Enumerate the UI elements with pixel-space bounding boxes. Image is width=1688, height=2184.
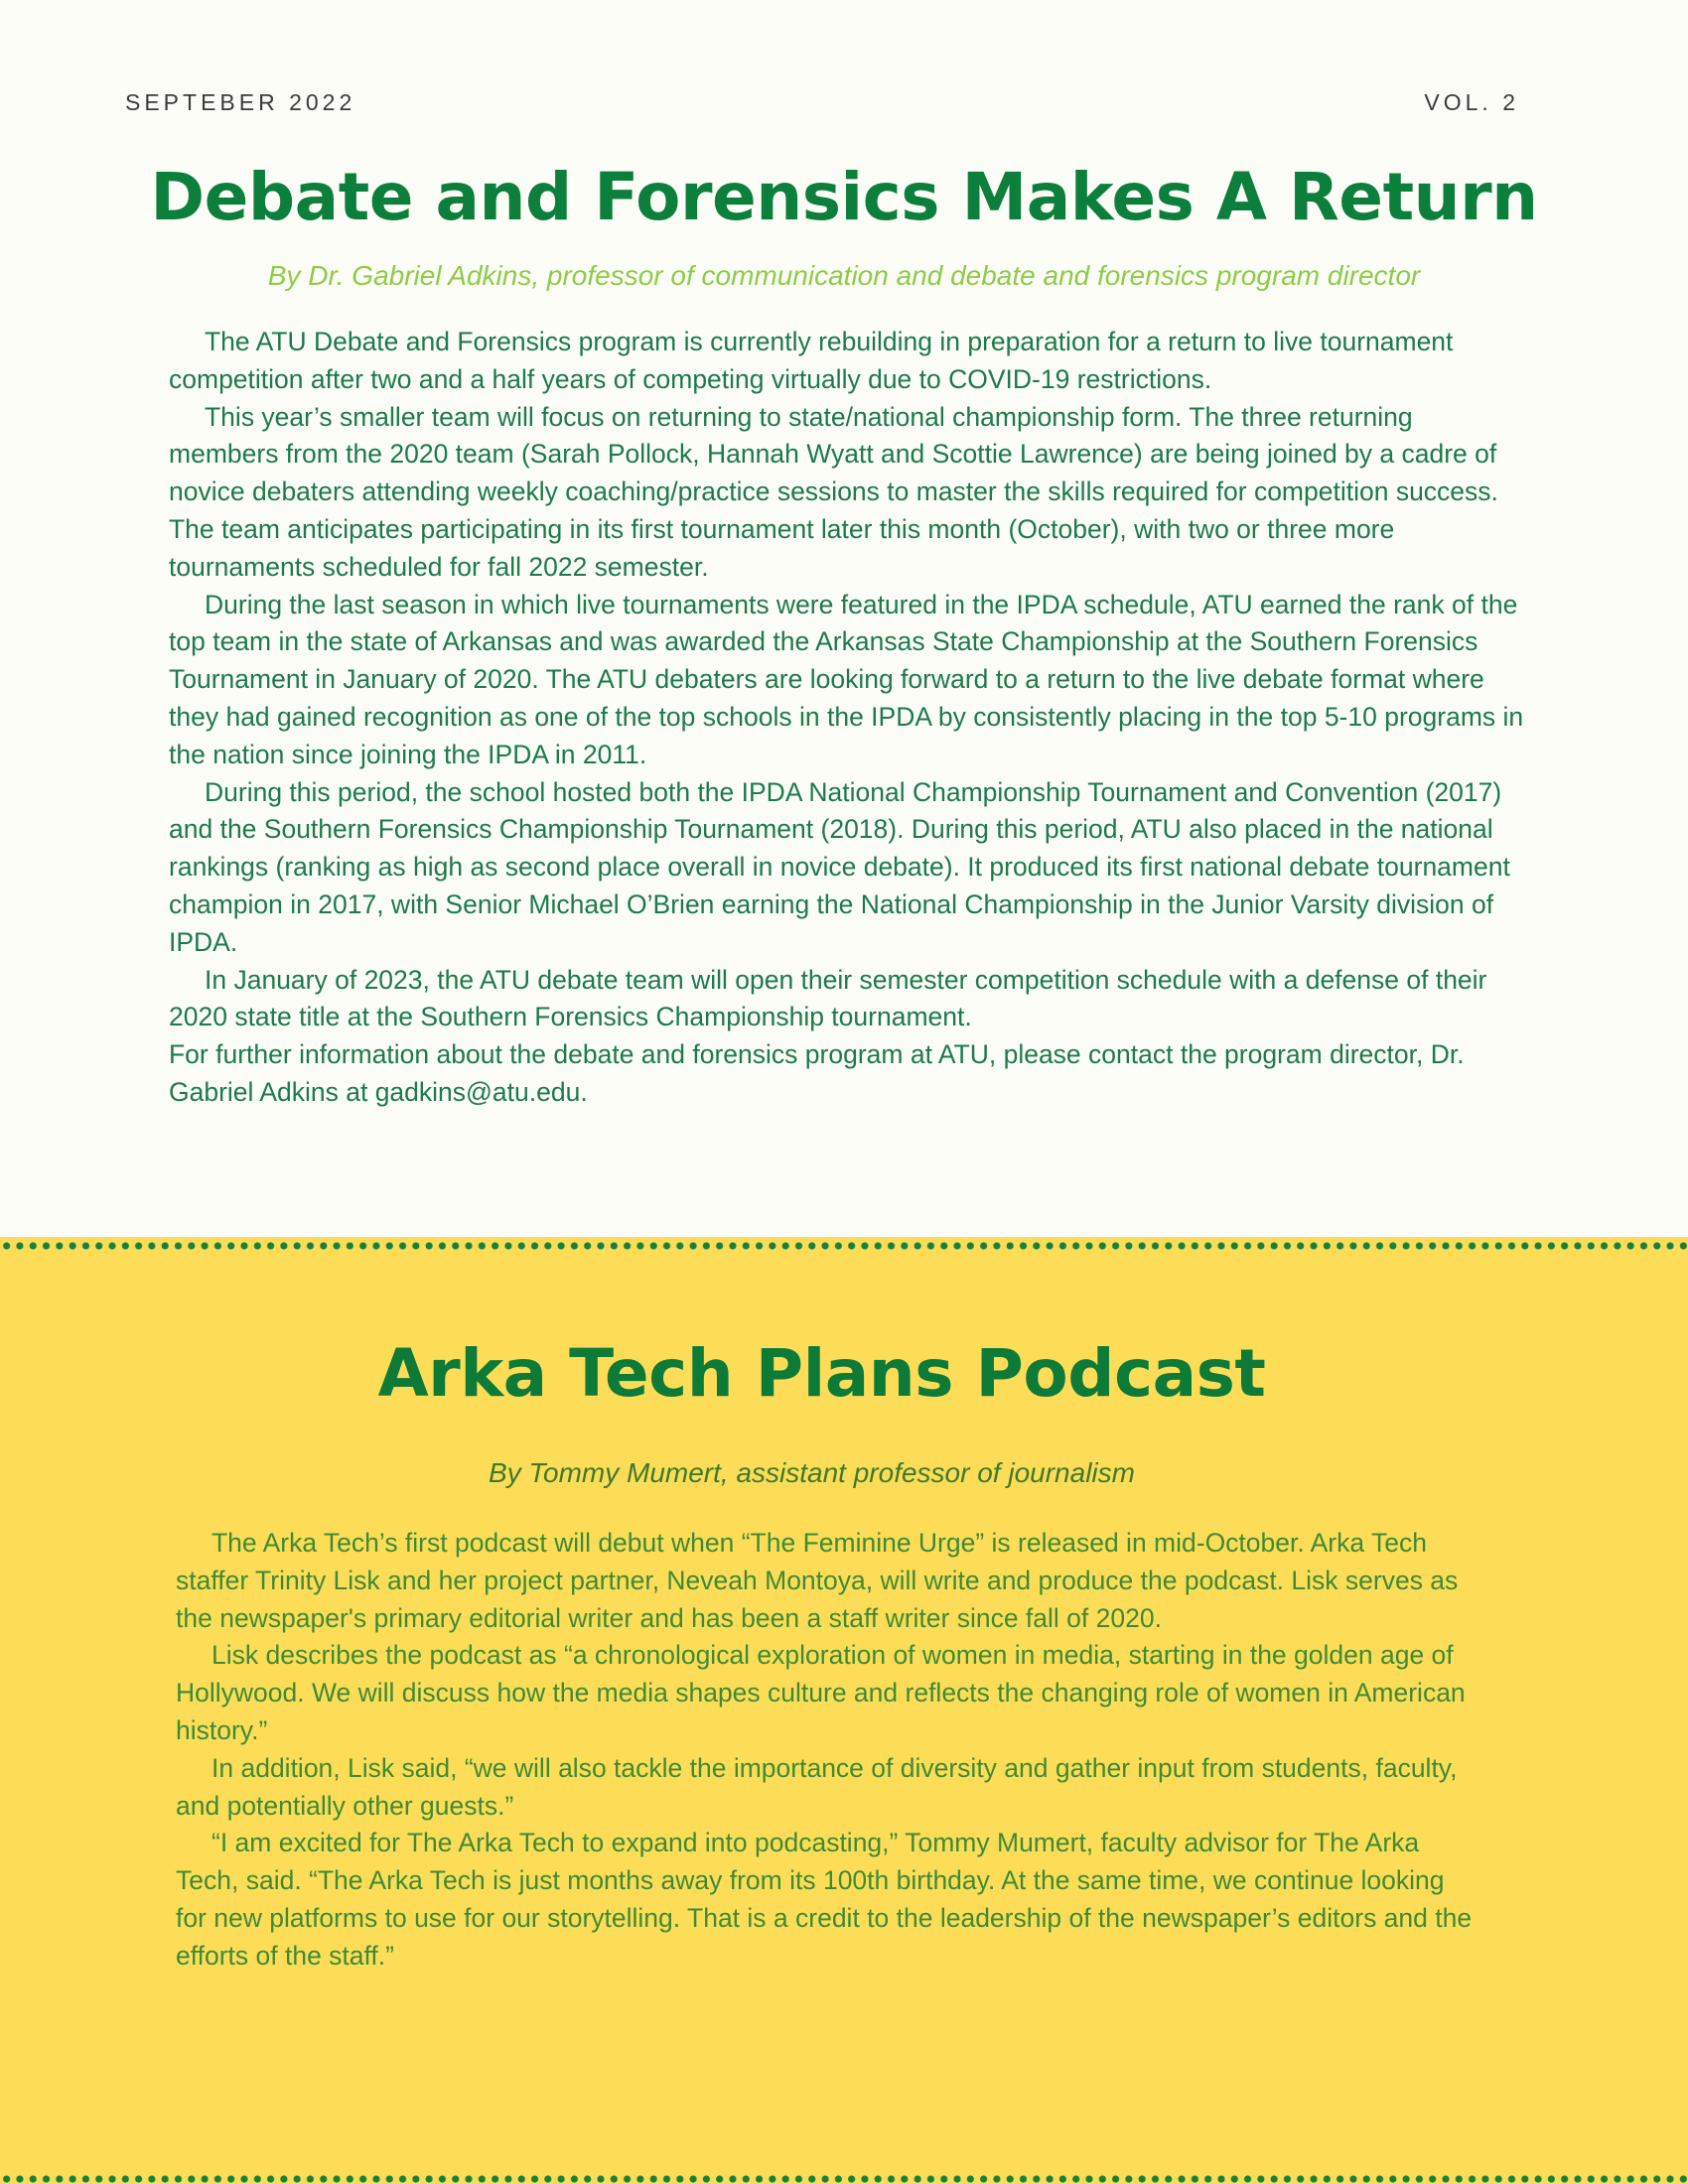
- article-paragraph: This year’s smaller team will focus on returning to state/national championship form. The three returning members from the 2020 team (Sarah Pollock, Hannah Wyatt and Scottie Lawrence) are being joined by a cadre of novice debaters attending weekly coaching/practice sessions to master the skills required for competition success. The team anticipates participating in its first tournament later this month (October), with two or three more tournaments scheduled for fall 2022 semester.: [169, 401, 1498, 582]
- article-paragraph: The ATU Debate and Forensics program is currently rebuilding in preparation for a return to live tournament competition after two and a half years of competing virtually due to COVID-19 restrictions.: [169, 327, 1454, 394]
- article-paragraph: Lisk describes the podcast as “a chronological exploration of women in media, starting in the golden age of Hollywood. We will discuss how the media shapes culture and reflects the changing role of women in American history.”: [176, 1640, 1466, 1745]
- article-paragraph: The Arka Tech’s first podcast will debut when “The Feminine Urge” is released in mid-October. Arka Tech staffer Trinity Lisk and her project partner, Neveah Montoya, will write and produce the podcast. Lisk serves as the newspaper's primary editorial writer and has been a staff writer since fall of 2020.: [176, 1528, 1459, 1633]
- contact-paragraph: For further information about the debate and forensics program at ATU, please contact the program director, Dr. Gabriel Adkins at gadkins@atu.edu.: [169, 1039, 1465, 1107]
- article-paragraph: In January of 2023, the ATU debate team will open their semester competition schedule with a defense of their 2020 state title at the Southern Forensics Championship tournament.: [169, 964, 1487, 1032]
- article-byline: By Tommy Mumert, assistant professor of journalism: [489, 1457, 1135, 1488]
- article-body: [169, 324, 1529, 1112]
- masthead: [125, 89, 1519, 116]
- article-paragraph: During this period, the school hosted both the IPDA National Championship Tournament and Convention (2017) and the Southern Forensics Championship Tournament (2018). During this period, ATU also placed in the national rankings (ranking as high as second place overall in novice debate). It produced its first national debate tournament champion in 2017, with Senior Michael O’Brien earning the National Championship in the Junior Varsity division of IPDA.: [169, 776, 1510, 957]
- dotted-divider: [0, 1241, 1688, 1251]
- article-paragraph: “I am excited for The Arka Tech to expand into podcasting,” Tommy Mumert, faculty advisor for The Arka Tech, said. “The Arka Tech is just months away from its 100th birthday. At the same time, we continue looking for new platforms to use for our storytelling. That is a credit to the leadership of the newspaper’s editors and the efforts of the staff.”: [176, 1828, 1473, 1971]
- article-byline: By Dr. Gabriel Adkins, professor of communication and debate and forensics program director: [267, 260, 1421, 291]
- volume-number: VOL. 2: [1424, 89, 1519, 115]
- article-paragraph: During the last season in which live tournaments were featured in the IPDA schedule, ATU earned the rank of the top team in the state of Arkansas and was awarded the Arkansas State Championship at the Southern Forensics Tournament in January of 2020. The ATU debaters are looking forward to a return to the live debate format where they had gained recognition as one of the top schools in the IPDA by consistently placing in the top 5-10 programs in the nation since joining the IPDA in 2011.: [169, 589, 1524, 769]
- article-body: [176, 1525, 1477, 1976]
- article-title: Debate and Forensics Makes A Return: [150, 159, 1538, 235]
- article-paragraph: In addition, Lisk said, “we will also tackle the importance of diversity and gather input from students, faculty, and potentially other guests.”: [176, 1752, 1458, 1821]
- issue-date: SEPTEBER 2022: [125, 89, 356, 115]
- article-title: Arka Tech Plans Podcast: [377, 1335, 1266, 1412]
- dotted-divider: [0, 2174, 1688, 2184]
